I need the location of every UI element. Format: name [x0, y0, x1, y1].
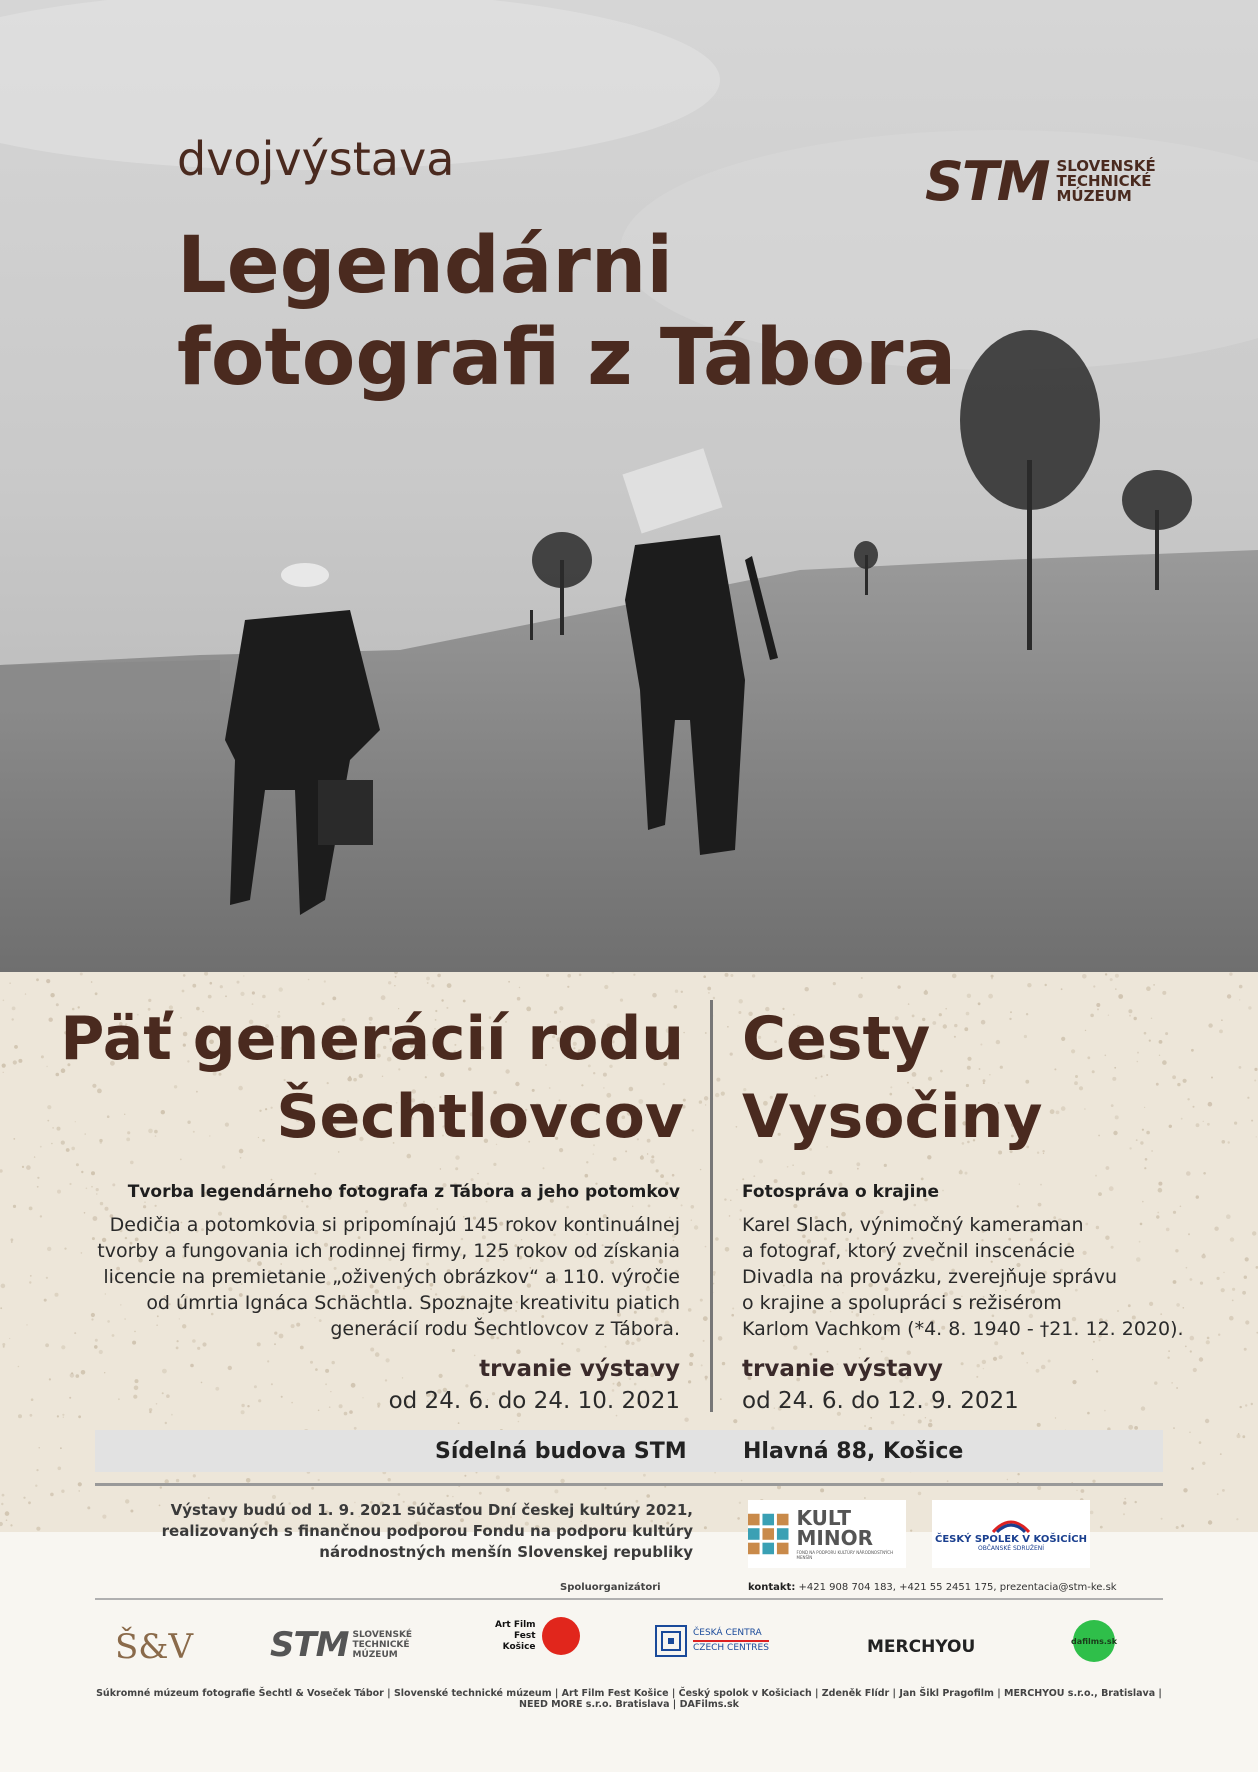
main-title-line1: Legendárni — [177, 221, 674, 311]
right-body-line: a fotograf, ktorý zvečnil inscenácie — [742, 1240, 1075, 1262]
main-title — [177, 220, 956, 404]
kicker: dvojvýstava — [177, 132, 455, 186]
kultminor-line2: MINOR — [796, 1526, 873, 1550]
main-title-line2: fotografi z Tábora — [177, 313, 957, 403]
venue-bar — [95, 1430, 1163, 1472]
venue-building: Sídelná budova STM — [435, 1439, 687, 1464]
merchyou-logo: MERCHYOU — [867, 1637, 976, 1657]
left-subtitle: Tvorba legendárneho fotografa z Tábora a jeho potomkov — [127, 1182, 680, 1202]
left-title-line2: Šechtlovcov — [276, 1082, 684, 1152]
column-divider — [710, 1000, 713, 1412]
divider-rule-2 — [95, 1598, 1163, 1600]
stm-logo-line2: TECHNICKÉ — [1056, 172, 1152, 190]
cesky-spolek-flag-icon — [991, 1516, 1031, 1534]
fund-text — [133, 1500, 693, 1563]
right-body — [742, 1212, 1184, 1342]
left-duration-label: trvanie výstavy — [479, 1356, 680, 1382]
left-body-line: Dedičia a potomkovia si pripomínajú 145 rokov kontinuálnej — [109, 1214, 680, 1236]
sponsor-logos — [95, 1615, 1163, 1675]
right-body-line: Divadla na provázku, zverejňuje správu — [742, 1266, 1118, 1288]
aff-text — [495, 1620, 536, 1653]
contact-label: kontakt: — [748, 1582, 796, 1593]
kultminor-logo — [748, 1500, 906, 1568]
right-body-line: Karel Slach, výnimočný kameraman — [742, 1214, 1084, 1236]
left-body-line: generácií rodu Šechtlovcov z Tábora. — [330, 1318, 680, 1340]
right-dates: od 24. 6. do 12. 9. 2021 — [742, 1388, 1019, 1414]
footer-partners: Súkromné múzeum fotografie Šechtl & Voseček Tábor | Slovenské technické múzeum | Art Film Fest Košice | Český spolok v Košiciach | Zdeněk Flídr | Jan Šikl Pragofilm | MERCHYOU s.r.o., Bratislava | NEED MORE s.r.o. Bratislava | DAFilms.sk — [96, 1688, 1162, 1710]
right-body-line: Karlom Vachkom (*4. 8. 1940 - †21. 12. 2020). — [742, 1318, 1184, 1340]
aff-red-circle-icon — [542, 1617, 580, 1655]
cesky-spolek-name: ČESKÝ SPOLEK V KOŠICÍCH — [934, 1534, 1088, 1545]
fund-text-line: národnostných menšín Slovenskej republiky — [319, 1543, 693, 1561]
contact-line — [748, 1582, 1117, 1593]
aff-logo — [495, 1617, 580, 1655]
venue-address: Hlavná 88, Košice — [743, 1439, 964, 1464]
aff-line: Fest — [514, 1630, 536, 1641]
stm-logo-text — [1056, 159, 1155, 204]
stm-logo-small — [270, 1625, 412, 1665]
left-dates: od 24. 6. do 24. 10. 2021 — [388, 1388, 680, 1414]
stm-logo-line1: SLOVENSKÉ — [1056, 157, 1156, 175]
stm-logo-mark: STM — [925, 150, 1049, 213]
stm-logo — [925, 150, 1156, 213]
right-body-line: o krajine a spolupráci s režisérom — [742, 1292, 1062, 1314]
cc-line: CZECH CENTRES — [693, 1640, 769, 1655]
right-subtitle: Fotospráva o krajine — [742, 1182, 940, 1202]
coorganizers-label: Spoluorganizátori — [560, 1582, 661, 1593]
right-title-line1: Cesty — [742, 1004, 931, 1074]
fund-text-line: realizovaných s finančnou podporou Fondu na podporu kultúry — [161, 1522, 693, 1540]
left-body-line: tvorby a fungovania ich rodinnej firmy, 125 rokov od získania — [97, 1240, 680, 1262]
dafilms-logo: dafilms.sk — [1073, 1620, 1115, 1662]
right-title-line2: Vysočiny — [742, 1082, 1043, 1152]
cesky-spolek-sub: OBČANSKÉ SDRUŽENÍ — [978, 1545, 1044, 1552]
czech-centres-icon — [655, 1625, 687, 1657]
stm-small-line: SLOVENSKÉ — [352, 1630, 413, 1640]
czech-centres-text — [693, 1627, 769, 1655]
left-title-line1: Päť generácií rodu — [60, 1004, 684, 1074]
kultminor-line1: KULT — [796, 1506, 851, 1530]
left-body-line: od úmrtia Ignáca Schächtla. Spoznajte kreativitu piatich — [146, 1292, 680, 1314]
divider-rule — [95, 1483, 1163, 1486]
aff-line: Art Film — [495, 1619, 536, 1630]
stm-logo-line3: MÚZEUM — [1056, 187, 1132, 205]
stm-small-line: TECHNICKÉ — [352, 1640, 410, 1650]
cc-line: ČESKÁ CENTRA — [693, 1628, 762, 1638]
sv-logo: Š&V — [115, 1627, 194, 1667]
right-title — [742, 1000, 1042, 1156]
cesky-spolek-logo — [932, 1500, 1090, 1568]
kultminor-sub: FOND NA PODPORU KULTÚRY NÁRODNOSTNÝCH MENŠÍN — [796, 1550, 894, 1560]
fund-text-line: Výstavy budú od 1. 9. 2021 súčasťou Dní českej kultúry 2021, — [170, 1501, 693, 1519]
kultminor-icon — [748, 1513, 789, 1555]
stm-small-line: MÚZEUM — [352, 1650, 398, 1660]
czech-centres-logo — [655, 1625, 769, 1657]
left-body — [97, 1212, 680, 1342]
right-duration-label: trvanie výstavy — [742, 1356, 943, 1382]
left-title — [60, 1000, 684, 1156]
stm-small-mark: STM — [270, 1625, 349, 1665]
stm-small-text — [353, 1630, 413, 1660]
aff-line: Košice — [502, 1641, 536, 1652]
contact-value: +421 908 704 183, +421 55 2451 175, prezentacia@stm-ke.sk — [798, 1582, 1117, 1593]
left-body-line: licencie na premietanie „oživených obrázkov“ a 110. výročie — [103, 1266, 680, 1288]
